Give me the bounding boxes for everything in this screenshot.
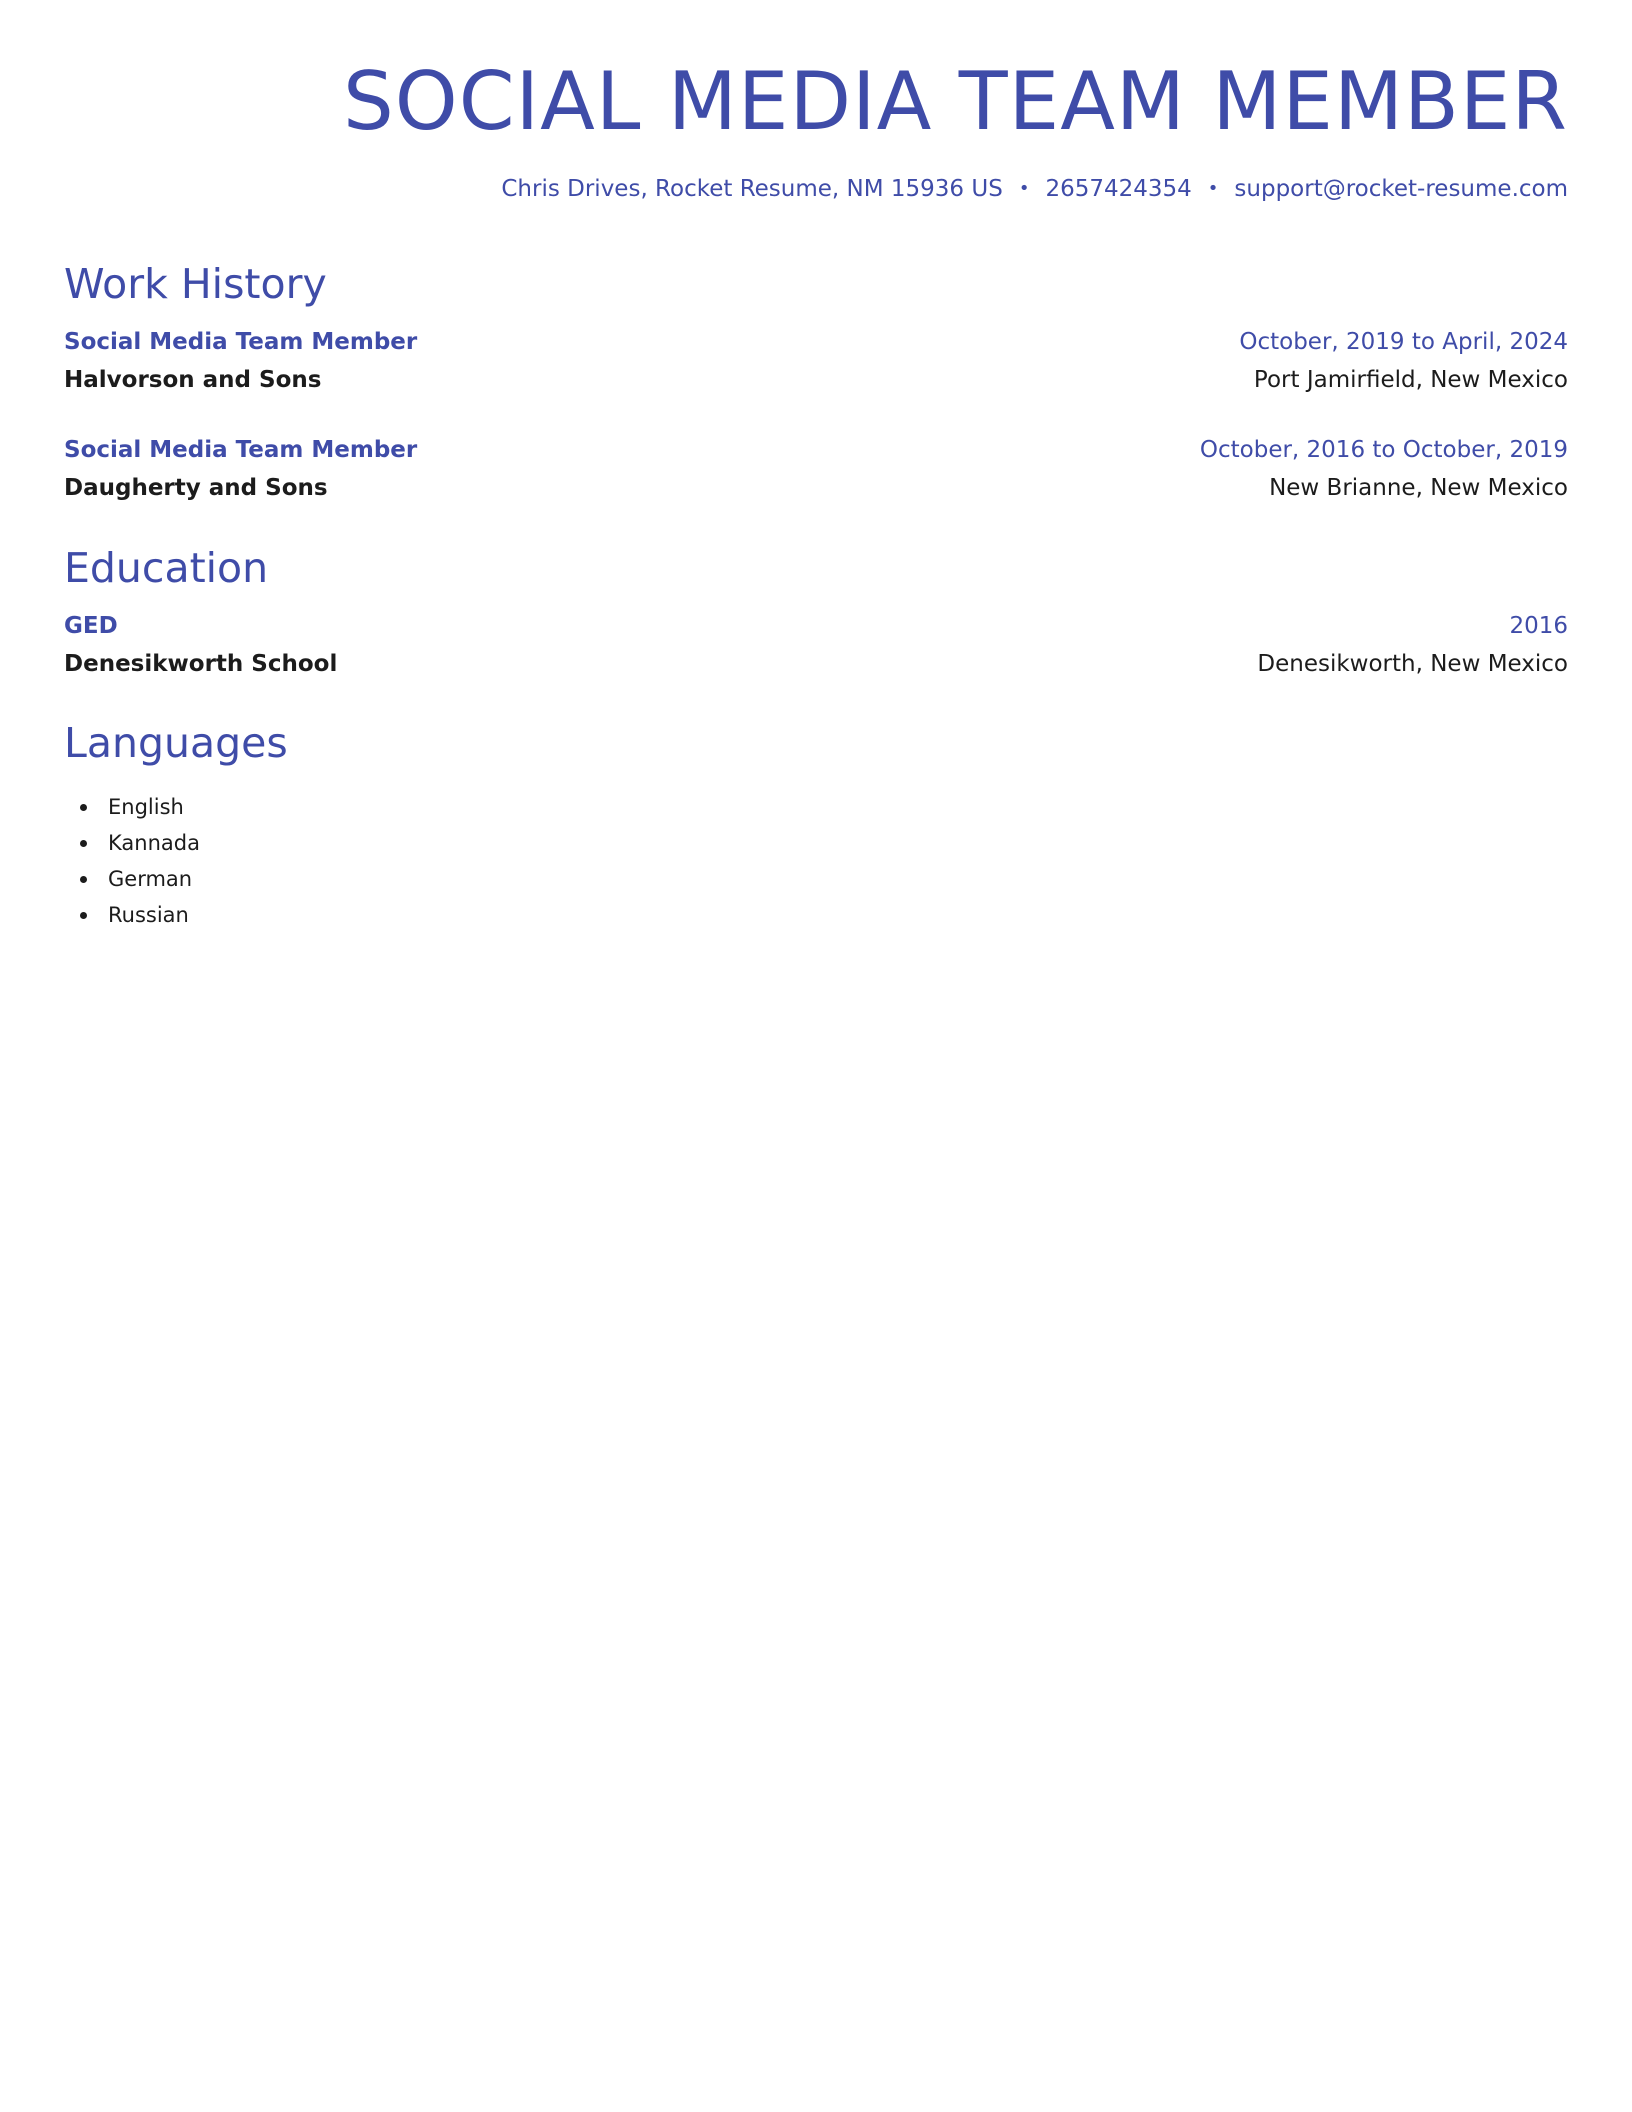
job-dates: October, 2016 to October, 2019 xyxy=(1199,437,1568,463)
language-label: German xyxy=(108,867,193,891)
contact-address: Chris Drives, Rocket Resume, NM 15936 US xyxy=(501,176,1003,202)
education-entry-bottom-row xyxy=(64,651,1568,689)
education-entry xyxy=(64,613,1568,689)
resume-page xyxy=(64,0,1568,927)
language-label: Kannada xyxy=(108,831,200,855)
company-name: Halvorson and Sons xyxy=(64,367,322,393)
graduation-year: 2016 xyxy=(1509,613,1568,639)
school-name: Denesikworth School xyxy=(64,651,338,677)
work-entry-top-row xyxy=(64,329,1568,367)
school-location: Denesikworth, New Mexico xyxy=(1257,651,1568,677)
work-history-heading: Work History xyxy=(64,260,327,308)
work-entry xyxy=(64,437,1568,513)
job-title: Social Media Team Member xyxy=(64,437,418,463)
list-item xyxy=(64,861,200,897)
bullet-icon xyxy=(80,804,87,811)
job-title: Social Media Team Member xyxy=(64,329,418,355)
languages-heading: Languages xyxy=(64,719,288,767)
degree: GED xyxy=(64,613,118,639)
bullet-icon xyxy=(80,876,87,883)
work-entry xyxy=(64,329,1568,405)
company-name: Daugherty and Sons xyxy=(64,475,328,501)
separator-dot: • xyxy=(1207,178,1219,199)
contact-phone: 2657424354 xyxy=(1045,176,1192,202)
education-entry-top-row xyxy=(64,613,1568,651)
language-label: English xyxy=(108,795,184,819)
list-item xyxy=(64,897,200,933)
list-item xyxy=(64,789,200,825)
work-entry-bottom-row xyxy=(64,475,1568,513)
contact-line xyxy=(501,174,1568,204)
contact-email[interactable]: support@rocket-resume.com xyxy=(1234,176,1568,202)
bullet-icon xyxy=(80,912,87,919)
separator-dot: • xyxy=(1018,178,1030,199)
resume-header xyxy=(64,0,1568,152)
list-item xyxy=(64,825,200,861)
job-location: Port Jamirfield, New Mexico xyxy=(1253,367,1568,393)
bullet-icon xyxy=(80,840,87,847)
languages-list xyxy=(64,789,200,933)
education-heading: Education xyxy=(64,544,269,592)
language-label: Russian xyxy=(108,903,189,927)
job-dates: October, 2019 to April, 2024 xyxy=(1239,329,1568,355)
work-entry-bottom-row xyxy=(64,367,1568,405)
resume-title: SOCIAL MEDIA TEAM MEMBER xyxy=(342,55,1568,148)
work-entry-top-row xyxy=(64,437,1568,475)
job-location: New Brianne, New Mexico xyxy=(1269,475,1568,501)
